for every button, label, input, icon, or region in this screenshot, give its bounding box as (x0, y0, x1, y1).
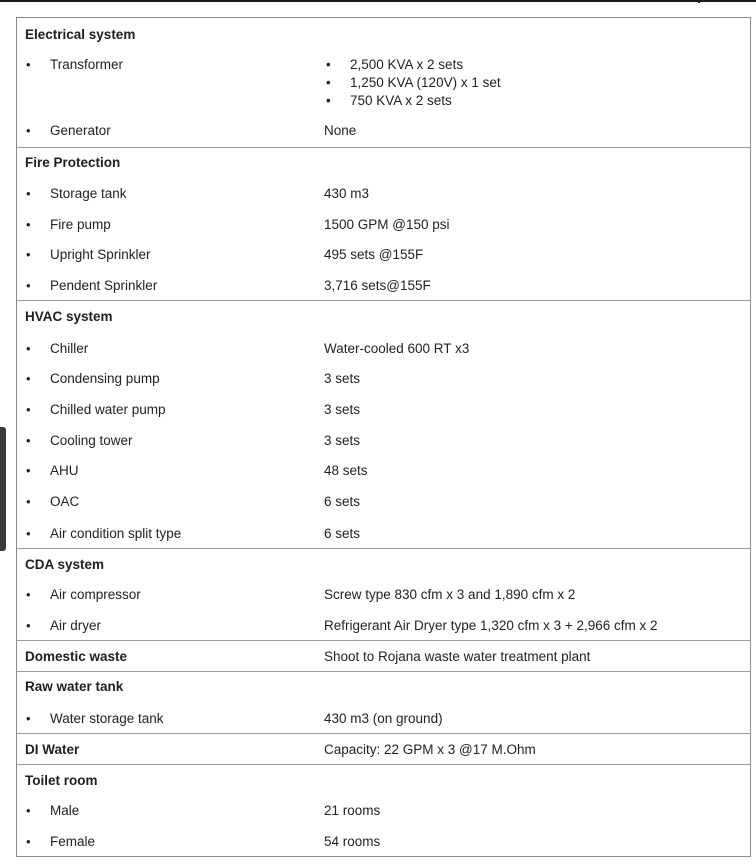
spec-value: 430 m3 (on ground) (324, 711, 443, 726)
bullet: • (26, 587, 31, 602)
list-item: • 750 KVA x 2 sets (326, 93, 452, 108)
spec-label: Fire pump (50, 217, 111, 232)
bullet: • (26, 834, 31, 849)
spec-value: 6 sets (324, 526, 361, 541)
list-item: • 2,500 KVA x 2 sets (326, 57, 464, 72)
bullet: • (26, 433, 31, 448)
section-title: Electrical system (25, 27, 136, 42)
bullet: • (26, 402, 31, 417)
spec-label: Chiller (50, 341, 89, 356)
list-item: • 1,250 KVA (120V) x 1 set (326, 75, 501, 90)
section-title: DI Water (25, 742, 80, 757)
spec-label: Pendent Sprinkler (50, 278, 158, 293)
section-divider (16, 764, 751, 765)
bullet: • (26, 463, 31, 478)
top-mark (698, 0, 700, 3)
bullet: • (26, 711, 31, 726)
spec-value: Shoot to Rojana waste water treatment plant (324, 649, 591, 664)
spec-label: Cooling tower (50, 433, 133, 448)
top-border (0, 0, 756, 2)
bullet: • (26, 57, 31, 72)
bullet: • (26, 494, 31, 509)
spec-label: Male (50, 803, 80, 818)
section-divider (16, 640, 751, 641)
section-divider (16, 671, 751, 672)
transformer-value-list (324, 56, 501, 110)
section-title: CDA system (25, 557, 105, 572)
spec-value: 54 rooms (324, 834, 381, 849)
spec-value: None (324, 123, 357, 138)
spec-label: OAC (50, 494, 80, 509)
bullet: • (26, 526, 31, 541)
section-title: HVAC system (25, 309, 113, 324)
section-title: Domestic waste (25, 649, 128, 664)
bullet: • (26, 803, 31, 818)
bullet: • (26, 247, 31, 262)
spec-value: 6 sets (324, 494, 361, 509)
spec-value: Screw type 830 cfm x 3 and 1,890 cfm x 2 (324, 587, 576, 602)
section-title: Raw water tank (25, 679, 124, 694)
section-divider (16, 300, 751, 301)
spec-value: 3 sets (324, 433, 361, 448)
spec-label: Air condition split type (50, 526, 182, 541)
spec-label: Condensing pump (50, 371, 160, 386)
spec-value: Capacity: 22 GPM x 3 @17 M.Ohm (324, 742, 536, 757)
bullet: • (26, 618, 31, 633)
section-title: Toilet room (25, 773, 98, 788)
scroll-handle[interactable] (0, 427, 6, 551)
spec-value: Refrigerant Air Dryer type 1,320 cfm x 3 + 2,966 cfm x 2 (324, 618, 658, 633)
spec-value: 3,716 sets@155F (324, 278, 431, 293)
spec-label: Transformer (50, 57, 124, 72)
spec-value: 495 sets @155F (324, 247, 424, 262)
spec-label: AHU (50, 463, 79, 478)
spec-label: Air compressor (50, 587, 141, 602)
bullet: • (26, 371, 31, 386)
spec-value: 3 sets (324, 402, 361, 417)
spec-value: 430 m3 (324, 186, 370, 201)
bullet: • (26, 278, 31, 293)
bullet: • (26, 341, 31, 356)
spec-value: Water-cooled 600 RT x3 (324, 341, 470, 356)
section-divider (16, 548, 751, 549)
spec-label: Water storage tank (50, 711, 164, 726)
bullet: • (26, 123, 31, 138)
bullet: • (26, 186, 31, 201)
spec-label: Generator (50, 123, 111, 138)
spec-label: Upright Sprinkler (50, 247, 151, 262)
spec-value: 48 sets (324, 463, 368, 478)
spec-label: Female (50, 834, 96, 849)
spec-label: Chilled water pump (50, 402, 166, 417)
spec-value: 1500 GPM @150 psi (324, 217, 450, 232)
section-divider (16, 147, 751, 148)
section-title: Fire Protection (25, 155, 121, 170)
section-divider (16, 733, 751, 734)
spec-label: Air dryer (50, 618, 102, 633)
spec-value: 21 rooms (324, 803, 381, 818)
bullet: • (26, 217, 31, 232)
spec-label: Storage tank (50, 186, 127, 201)
spec-value: 3 sets (324, 371, 361, 386)
